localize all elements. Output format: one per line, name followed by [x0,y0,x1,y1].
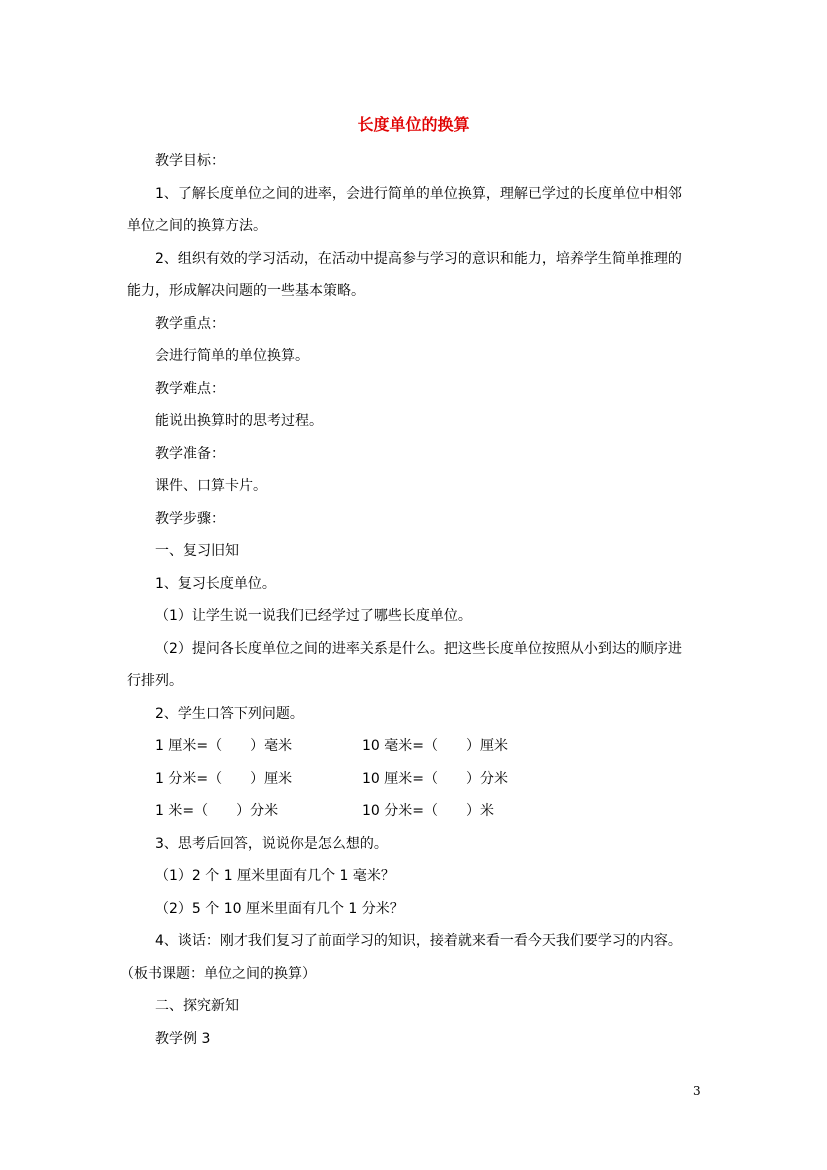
paragraph-line: 会进行简单的单位换算。 [155,348,309,364]
exercise-right: 10 毫米=（ ）厘米 [362,738,508,754]
page-number: 3 [693,1084,701,1098]
paragraph-line: 教学目标： [155,153,225,169]
exercise-left: 1 米=（ ）分米 [155,803,279,819]
paragraph-line: 2、学生口答下列问题。 [155,706,304,722]
exercise-left: 1 分米=（ ）厘米 [155,771,293,787]
exercise-right: 10 分米=（ ）米 [362,803,494,819]
paragraph-line: 一、复习旧知 [155,543,239,559]
exercise-left: 1 厘米=（ ）毫米 [155,738,293,754]
paragraph-line: （1）2 个 1 厘米里面有几个 1 毫米？ [155,868,395,884]
paragraph-line: 单位之间的换算方法。 [127,218,267,234]
paragraph-line: 课件、口算卡片。 [155,478,267,494]
paragraph-line: 教学难点： [155,381,225,397]
document-title: 长度单位的换算 [357,115,470,134]
paragraph-line: 1、复习长度单位。 [155,576,276,592]
paragraph-line: （板书课题：单位之间的换算） [120,966,316,982]
paragraph-line: 3、思考后回答，说说你是怎么想的。 [155,836,388,852]
paragraph-line: 能说出换算时的思考过程。 [155,413,323,429]
paragraph-line: 教学步骤： [155,511,225,527]
paragraph-line: 行排列。 [127,673,183,689]
paragraph-line: 教学重点： [155,316,225,332]
paragraph-line: 1、了解长度单位之间的进率，会进行简单的单位换算，理解已学过的长度单位中相邻 [155,186,682,202]
paragraph-line: （1）让学生说一说我们已经学过了哪些长度单位。 [155,608,472,624]
paragraph-line: 教学例 3 [155,1031,211,1047]
paragraph-line: 2、组织有效的学习活动，在活动中提高参与学习的意识和能力，培养学生简单推理的 [155,251,682,267]
paragraph-line: 教学准备： [155,446,225,462]
exercise-right: 10 厘米=（ ）分米 [362,771,508,787]
paragraph-line: 4、谈话：刚才我们复习了前面学习的知识，接着就来看一看今天我们要学习的内容。 [155,933,682,949]
paragraph-line: 二、探究新知 [155,998,239,1014]
paragraph-line: 能力，形成解决问题的一些基本策略。 [127,283,365,299]
paragraph-line: （2）5 个 10 厘米里面有几个 1 分米？ [155,901,404,917]
paragraph-line: （2）提问各长度单位之间的进率关系是什么。把这些长度单位按照从小到达的顺序进 [155,641,682,657]
